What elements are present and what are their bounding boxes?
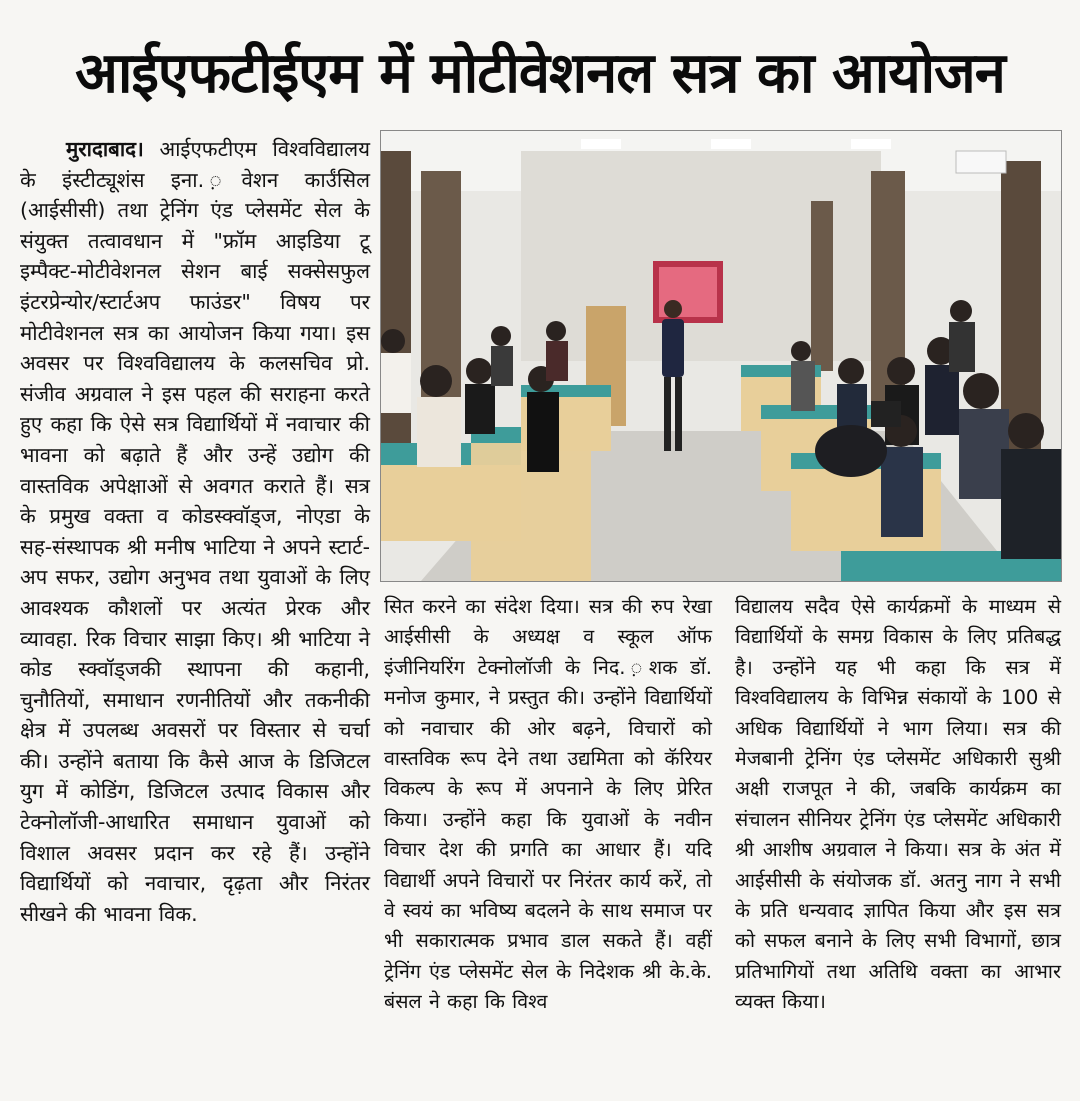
headline: आईएफटीईएम में मोटीवेशनल सत्र का आयोजन: [75, 41, 1005, 106]
article-column-1-text: आईएफटीएम विश्वविद्यालय के इंस्टीट्यूशंस इना. ़वेशन कार्उंसिल (आईसीसी) तथा ट्रेनिंग एंड प्लेसमेंट सेल के संयुक्त तत्वावधान में "फ्रॉम आइडिया टू इम्पैक्ट-मोटीवेशनल सेशन बाई सक्सेसफुल इंटरप्रेन्योर/स्टार्टअप फाउंडर" विषय पर मोटीवेशनल सत्र का आयोजन किया गया। इस अवसर पर विश्वविद्यालय के कलसचिव प्रो. संजीव अग्रवाल ने इस पहल की सराहना करते हुए कहा कि ऐसे सत्र विद्यार्थियों में नवाचार की भावना को बढ़ाते हैं और उन्हें उद्योग की वास्तविक अपेक्षाओं से अवगत कराते हैं। सत्र के प्रमुख वक्ता व कोडस्क्वॉड्ज, नोएडा के सह-संस्थापक श्री मनीष भाटिया ने अपने स्टार्ट-अप सफर, उद्योग अनुभव तथा युवाओं के लिए आवश्यक कौशलों पर अत्यंत प्रेरक और व्यावहा. रिक विचार साझा किए। श्री भाटिया ने कोड स्क्वॉड्जकी स्थापना की कहानी, चुनौतियों, समाधान रणनीतियों और तकनीकी क्षेत्र में उपलब्ध अवसरों पर विस्तार से चर्चा की। उन्होंने बताया कि कैसे आज के डिजिटल युग में कोडिंग, डिजिटल उत्पाद विकास और टेक्नोलॉजी-आधारित समाधान युवाओं को विशाल अवसर प्रदान कर रहे हैं। उन्होंने विद्यार्थियों को नवाचार, दृढ़ता और निरंतर सीखने की भावना विक.: [20, 137, 370, 926]
article-column-1: [20, 134, 370, 929]
dateline: मुरादाबाद।: [66, 137, 144, 161]
classroom-photo-illustration: [381, 131, 1061, 581]
article-column-2: सित करने का संदेश दिया। सत्र की रुप रेखा आईसीसी के अध्यक्ष व स्कूल ऑफ इंजीनियरिंग टेक्नोलॉजी के निद. ़शक डॉ. मनोज कुमार, ने प्रस्तुत की। उन्होंने विद्यार्थियों को नवाचार की ओर बढ़ने, विचारों को वास्तविक रूप देने तथा उद्यमिता को कॅरियर विकल्प के रूप में अपनाने के लिए प्रेरित किया। उन्होंने कहा कि युवाओं के नवीन विचार देश की प्रगति का आधार हैं। यदि विद्यार्थी अपने विचारों पर निरंतर कार्य करें, तो वे स्वयं का भविष्य बदलने के साथ समाज पर भी सकारात्मक प्रभाव डाल सकते हैं। वहीं ट्रेनिंग एंड प्लेसमेंट सेल के निदेशक श्री के.के. बंसल ने कहा कि विश्व: [384, 595, 712, 1014]
event-photo: [380, 130, 1062, 582]
article-column-3: विद्यालय सदैव ऐसे कार्यक्रमों के माध्यम से विद्यार्थियों के समग्र विकास के लिए प्रतिबद्ध है। उन्होंने यह भी कहा कि सत्र में विश्वविद्यालय के विभिन्न संकायों के 100 से अधिक विद्यार्थियों ने भाग लिया। सत्र की मेजबानी ट्रेनिंग एंड प्लेसमेंट अधिकारी सुश्री अक्षी राजपूत ने की, जबकि कार्यक्रम का संचालन सीनियर ट्रेनिंग एंड प्लेसमेंट अधिकारी श्री आशीष अग्रवाल ने किया। सत्र के अंत में आईसीसी के संयोजक डॉ. अतनु नाग ने सभी के प्रति धन्यवाद ज्ञापित किया और इस सत्र को सफल बनाने के लिए सभी विभागों, छात्र प्रतिभागियों तथा अतिथि वक्ता का आभार व्यक्त किया।: [735, 595, 1061, 1014]
